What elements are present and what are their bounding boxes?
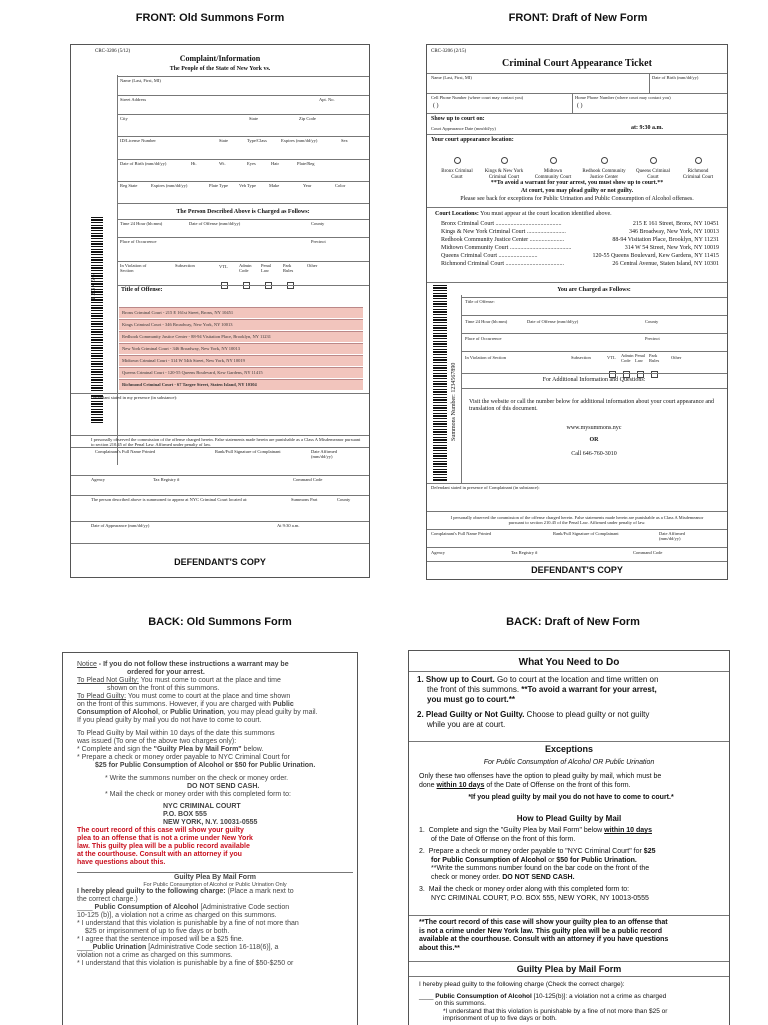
how-to-plead-steps: 1. Complete and sign the "Guilty Plea by Mail Form" below within 10 days of the Date of Offense on the front of this form. 2. Prepare a check or money order payable to "NYC Criminal Court" for $25 for Public Consumption of Alcohol or $50 for Public Urination. **Write the summons number found on the bar code on the front of the check or money order. DO NOT SEND CASH. 3. Mail the check or money order along with this completed form to: NYC CRIMINAL COURT, P.O. BOX 555, NEW YORK, NY 10013-0555	[419, 827, 656, 902]
exceptions-subtitle: For Public Consumption of Alcohol OR Public Urination	[483, 759, 655, 766]
dob-label: Date of Birth (mm/dd/yy)	[652, 75, 699, 80]
type-label: Type/Class	[247, 138, 267, 143]
location-option-richmond[interactable]: Richmond Criminal Court	[679, 151, 717, 181]
rank-signature-label: Rank/Full Signature of Complainant	[215, 449, 281, 454]
id-label: ID/License Number	[120, 138, 156, 143]
vtl-label: VTL	[607, 355, 616, 360]
vtl-label: VTL	[219, 264, 228, 269]
exceptions-heading: Exceptions	[544, 744, 593, 754]
sex-label: Sex	[341, 138, 348, 143]
complainant-name-label: Complainant's Full Name Printed	[95, 449, 156, 454]
apt-label: Apt. No.	[319, 97, 335, 102]
year-label: Year	[303, 183, 312, 188]
cell-phone-label: Cell Phone Number (where court may contact you)	[431, 95, 524, 100]
guilty-plea-title: Guilty Plea by Mail Form	[516, 964, 622, 974]
location-option-midtown[interactable]: Midtown Community Court	[533, 151, 573, 181]
violation-label: In Violation of Section	[465, 355, 507, 360]
how-to-plead-heading: How to Plead Guilty by Mail	[516, 814, 622, 823]
location-option-kings[interactable]: Kings & New York Criminal Court	[483, 151, 525, 181]
make-label: Make	[269, 183, 280, 188]
plate-label: Plate/Reg	[297, 161, 315, 166]
appearance-date-label: Court Appearance Date (mm/dd/yy)	[431, 126, 496, 131]
id-state-label: State	[219, 138, 228, 143]
location-option-queens[interactable]: Queens Criminal Court	[635, 151, 671, 181]
defendant-stated-label: Defendant stated in my presence (in substance):	[91, 395, 178, 400]
see-back-note: Please see back for exceptions for Public Urination and Public Consumption of Alcohol offenses.	[460, 196, 694, 202]
charged-heading: The Person Described Above is Charged as Follows:	[176, 209, 310, 215]
agency-label: Agency	[91, 477, 105, 482]
visit-text: Visit the website or call the number below for additional information about your court appearance and translation of this document.	[469, 399, 715, 412]
appearance-time: at: 9:30 a.m.	[631, 125, 663, 131]
location-options	[431, 151, 723, 180]
old-summons-front	[70, 44, 370, 578]
admin-code-label: Admin Code	[621, 353, 634, 363]
website-link[interactable]: www.mysummons.nyc	[566, 425, 622, 431]
penal-law-label: Penal Law	[635, 353, 645, 363]
court-list-item: Bronx Criminal Court ............................................ 215 E 161 Street, Bronx, NY 10451	[441, 221, 719, 227]
eyes-label: Eyes	[247, 161, 256, 166]
location-option-redhook[interactable]: Redhook Community Justice Center	[579, 151, 629, 181]
color-label: Color	[335, 183, 346, 188]
location-heading: Your court appearance location:	[431, 137, 514, 143]
date-affirmed-label: Date Affirmed (mm/dd/yy)	[311, 449, 338, 459]
penal-law-label: Penal Law	[261, 263, 271, 273]
old-back-text: Notice - If you do not follow these instructions a warrant may be ordered for your arrest. To Plead Not Guilty: You must come to court at the place and time shown on the front of this summons. To Plead Guilty: You must come to court at the place and time shown on the front of this summons. However, if you are charged with Public Consumption of Alcohol, or Public Urination, you may plead guilty by mail. If you plead guilty by mail you do not have to come to court. To Plead Guilty by Mail within 10 days of the date this summons was issued (To one of the above two charges only): * Complete and sign the "Guilty Plea by Mail Form" below. * Prepare a check or money order payable to NYC Criminal Court for $25 for Public Consumption of Alcohol or $50 for Public Urination. * Write the summons number on the check or money order. DO NOT SEND CASH. * Mail the check or money order with this completed form to: NYC CRIMINAL COURT P.O. BOX 555 NEW YORK, N.Y. 10031-0555 The court record of this case will show your guilty plea to an offense that is not a crime under New York law. This guilty plea will be a public record available at the courthouse. Consult with an attorney if you have questions about this. Guilty Plea By Mail Form For Public Consumption of Alcohol or Public Urination Only I hereby plead guilty to the following charge: (Place a mark next to the correct charge.) ____ Public Consumption of Alcohol [Administrative Code section 10-125 (b)], a violation not a crime as charged on this summons. * I understand that this violation is punishable by a fine of not more than $25 or imprisonment of up to five days or both. * I agree that the sentence imposed will be a $25 fine. ____Public Urination [Administrative Code section 16-118(6)], a violation not a crime as charged on this summons. * I understand that this violation is punishable by a fine of $50-$250 or	[77, 661, 353, 968]
affirm-text: I personally observed the commission of the offense charged herein. False statements made herein are punishable as a Class A Misdemeanor pursuant to section 210.45 of the Penal Law. Affirmed under penalty of law.	[450, 515, 704, 525]
affirm-text: I personally observed the commission of the offense charged herein. False statements made herein are punishable as a Class A Misdemeanor pursuant to section 210.45 of the Penal Law. Affirmed under penalty of law.	[91, 437, 361, 447]
form-subtitle: The People of the State of New York vs.	[169, 66, 271, 72]
form-code: CRC-3206 (5/12)	[95, 49, 131, 54]
date-offense-label: Date of Offense (mm/dd/yy)	[189, 221, 241, 226]
hair-label: Hair	[271, 161, 279, 166]
title-offense-label: Title of Offense:	[465, 299, 495, 304]
new-back-steps: 1. Show up to Court. Go to court at the location and time written on the front of this summons. **To avoid a warrant for your arrest, you must go to court.** 2. Plead Guilty or Not Guilty. Choose to plead guilty or not guilty while you are at court.	[417, 675, 659, 729]
court-list-item: Richmond Criminal Court ....................................... 26 Central Avenue, Staten Island, NY 10301	[441, 261, 719, 267]
admin-code-label: Admin Code	[239, 263, 252, 273]
home-phone-label: Home Phone Number (where court may contact you)	[575, 95, 671, 100]
home-phone-input[interactable]: ( )	[577, 103, 583, 109]
or-text: OR	[589, 437, 599, 443]
new-summons-front	[426, 44, 728, 580]
name-label: Name (Last, First, MI)	[120, 78, 161, 83]
other-label: Other	[307, 263, 318, 268]
time-label: Time 24 Hour (hh:mm)	[120, 221, 163, 226]
summoned-text: The person described above is summoned to appear at NYC Criminal Court located at:	[91, 497, 248, 502]
location-option-bronx[interactable]: Bronx Criminal Court	[439, 151, 475, 181]
court-list-item: Kings & New York Criminal Court .......................... 346 Broadway, New York, NY 10013	[441, 229, 719, 235]
date-offense-label: Date of Offense (mm/dd/yy)	[527, 319, 579, 324]
court-list-item: Queens Criminal Court .......................... 120-55 Queens Boulevard, Kew Gardens, NY 11415	[441, 253, 719, 259]
complainant-name-label: Complainant's Full Name Printed	[431, 531, 492, 536]
precinct-label: Precinct	[311, 239, 326, 244]
command-code-label: Command Code	[293, 477, 323, 482]
serial-number: 1 2 3 4 5 6	[91, 274, 97, 300]
form-title: Complaint/Information	[179, 54, 261, 63]
city-label: City	[120, 116, 128, 121]
new-summons-back	[408, 650, 730, 1025]
defendant-copy: DEFENDANT'S COPY	[174, 557, 266, 567]
summons-part-label: Summons Part	[291, 497, 318, 502]
court-list-item: Redhook Community Justice Center ....................... 88-94 Visitation Place, Brooklyn, NY 11231	[441, 237, 719, 243]
violation-label: In Violation of Section	[120, 263, 147, 273]
form-code: CRC-3206 (2/15)	[431, 49, 467, 54]
public-record-warning: **The court record of this case will show your guilty plea to an offense that is not a crime under New York law. This guilty plea will be a public record available at the courthouse. Consult with an attorney if you have questions about this.**	[419, 919, 669, 952]
what-you-need-title: What You Need to Do	[518, 657, 620, 668]
court-row: Richmond Criminal Court - 67 Targee Street, Staten Island, NY 10304	[119, 379, 363, 390]
charged-heading: You are Charged as Follows:	[557, 287, 631, 293]
phone-number: Call 646-760-3010	[571, 451, 617, 457]
place-label: Place of Occurrence	[120, 239, 157, 244]
header-front-old: FRONT: Old Summons Form	[135, 12, 285, 24]
command-code-label: Command Code	[633, 550, 663, 555]
subsection-label: Subsection	[175, 263, 195, 268]
rank-signature-label: Rank/Full Signature of Complainant	[553, 531, 619, 536]
ht-label: Ht.	[191, 161, 197, 166]
court-row: New York Criminal Court - 346 Broadway, New York, NY 10013	[119, 343, 363, 354]
court-locations-intro: Court Locations: You must appear at the court location identified above.	[435, 211, 612, 217]
cell-phone-input[interactable]: ( )	[433, 103, 439, 109]
county-label: County	[311, 221, 325, 226]
tax-registry-label: Tax Registry #	[511, 550, 538, 555]
old-summons-back	[62, 652, 358, 1025]
county-label: County	[645, 319, 659, 324]
barcode	[433, 285, 447, 481]
warrant-warning: **To avoid a warrant for your arrest, you must show up to court.**	[490, 180, 664, 186]
date-affirmed-label: Date Affirmed (mm/dd/yy)	[659, 531, 686, 541]
defendant-copy: DEFENDANT'S COPY	[531, 565, 623, 575]
plead-note: At court, you may plead guilty or not guilty.	[520, 188, 634, 194]
court-row: Bronx Criminal Court - 215 E 161st Street, Bronx, NY 10451	[119, 307, 363, 318]
state-label: State	[249, 116, 258, 121]
header-front-new: FRONT: Draft of New Form	[508, 12, 648, 24]
court-row: Queens Criminal Court - 120-55 Queens Boulevard, Kew Gardens, NY 11415	[119, 367, 363, 378]
exceptions-text: Only these two offenses have the option to plead guilty by mail, which must be done within 10 days of the Date of Offense on the front of this form. *If you plead guilty by mail you do not have to come to court.*	[419, 773, 674, 801]
court-list-item: Midtown Community Court ......................................... 314 W 54 Street, New York, NY 10019	[441, 245, 719, 251]
court-row: Midtown Criminal Court - 314 W 54th Street, New York, NY 10019	[119, 355, 363, 366]
date-appearance-label: Date of Appearance (mm/dd/yy)	[91, 523, 150, 528]
subsection-label: Subsection	[571, 355, 591, 360]
title-offense-label: Title of Offense:	[121, 287, 163, 293]
expires-label: Expires (mm/dd/yy)	[281, 138, 318, 143]
veh-type-label: Veh Type	[239, 183, 256, 188]
reg-expires-label: Expires (mm/dd/yy)	[151, 183, 188, 188]
name-label: Name (Last, First, MI)	[431, 75, 472, 80]
header-back-new: BACK: Draft of New Form	[506, 616, 640, 628]
precinct-label: Precinct	[645, 336, 660, 341]
defendant-stated-label: Defendant stated in presence of Complainant (in substance):	[431, 485, 540, 490]
court-row: Kings Criminal Court - 346 Broadway, New York, NY 10013	[119, 319, 363, 330]
street-label: Street Address	[120, 97, 147, 102]
form-title: Criminal Court Appearance Ticket	[502, 58, 652, 69]
court-list	[441, 221, 719, 269]
tax-registry-label: Tax Registry #	[153, 477, 180, 482]
time-label: Time 24 Hour (hh:mm)	[465, 319, 508, 324]
agency-label: Agency	[431, 550, 445, 555]
appearance-time: At 9:30 a.m.	[277, 523, 300, 528]
reg-state-label: Reg State	[120, 183, 138, 188]
court-row: Redhook Community Justice Center - 88-94 Visitation Place, Brooklyn, NY 11231	[119, 331, 363, 342]
zip-label: Zip Code	[299, 116, 316, 121]
other-label: Other	[671, 355, 682, 360]
park-rules-label: Park Rules	[283, 263, 294, 273]
place-label: Place of Occurrence	[465, 336, 502, 341]
plate-type-label: Plate Type	[209, 183, 228, 188]
dob-label: Date of Birth (mm/dd/yy)	[120, 161, 167, 166]
summons-number: Summons Number: 1234567890	[451, 362, 457, 441]
county-label-2: County	[337, 497, 351, 502]
additional-info-heading: For Additional Information and Questions:	[542, 377, 646, 383]
park-rules-label: Park Rules	[649, 353, 660, 363]
wt-label: Wt.	[219, 161, 226, 166]
guilty-plea-text: I hereby plead guilty to the following charge (Check the correct charge): ____ Public Consumption of Alcohol [10-125(b)]: a violation not a crime as charged on this summons. *I understand that this violation is punishable by a fine of not more than $25 or imprisonment of up to five days or both.	[419, 981, 668, 1022]
show-up-label: Show up to court on:	[431, 116, 485, 122]
header-back-old: BACK: Old Summons Form	[148, 616, 292, 628]
